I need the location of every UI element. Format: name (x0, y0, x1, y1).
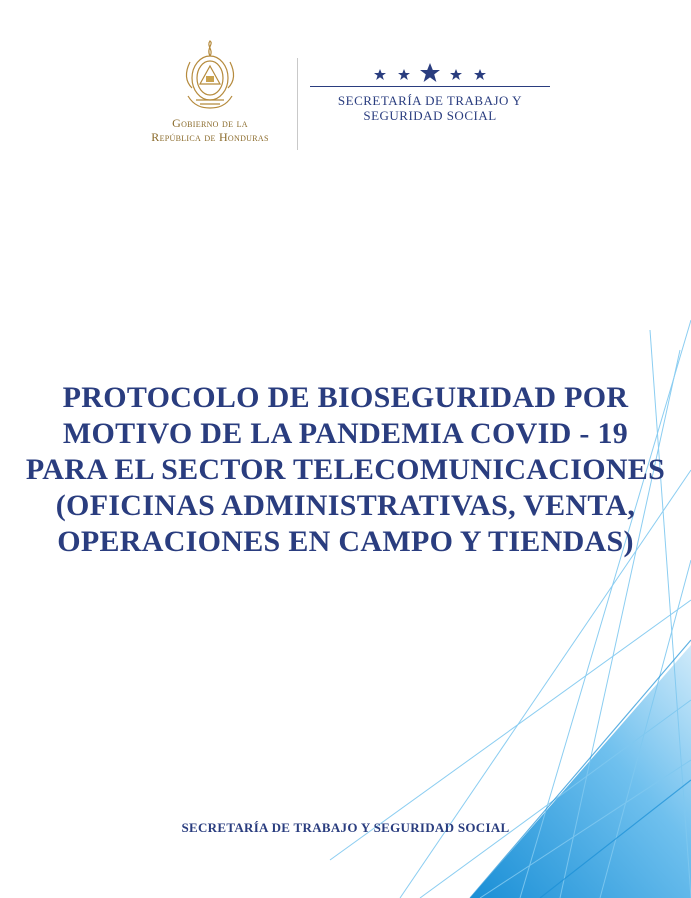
title-line: PARA EL SECTOR TELECOMUNICACIONES (25, 453, 666, 486)
five-stars-icon (370, 62, 490, 84)
government-logo (130, 40, 290, 144)
title-line: OPERACIONES EN CAMPO Y TIENDAS) (57, 525, 634, 558)
title-line: MOTIVO DE LA PANDEMIA COVID - 19 (62, 417, 629, 450)
title-line: (OFICINAS ADMINISTRATIVAS, VENTA, (55, 489, 636, 522)
government-name-line-1: Gobierno de la (172, 116, 248, 130)
footer-ministry-name: SECRETARÍA DE TRABAJO Y SEGURIDAD SOCIAL (181, 820, 510, 835)
coat-of-arms-icon (178, 40, 242, 112)
government-name-line-2: República de Honduras (151, 130, 269, 144)
ministry-rule (310, 86, 550, 87)
ministry-logo (310, 62, 550, 123)
document-title (0, 380, 691, 560)
ministry-name-line-1: SECRETARÍA DE TRABAJO Y (337, 93, 523, 108)
title-line: PROTOCOLO DE BIOSEGURIDAD POR (62, 381, 629, 414)
ministry-name-line-2: SEGURIDAD SOCIAL (363, 108, 497, 123)
header-divider (297, 58, 298, 150)
